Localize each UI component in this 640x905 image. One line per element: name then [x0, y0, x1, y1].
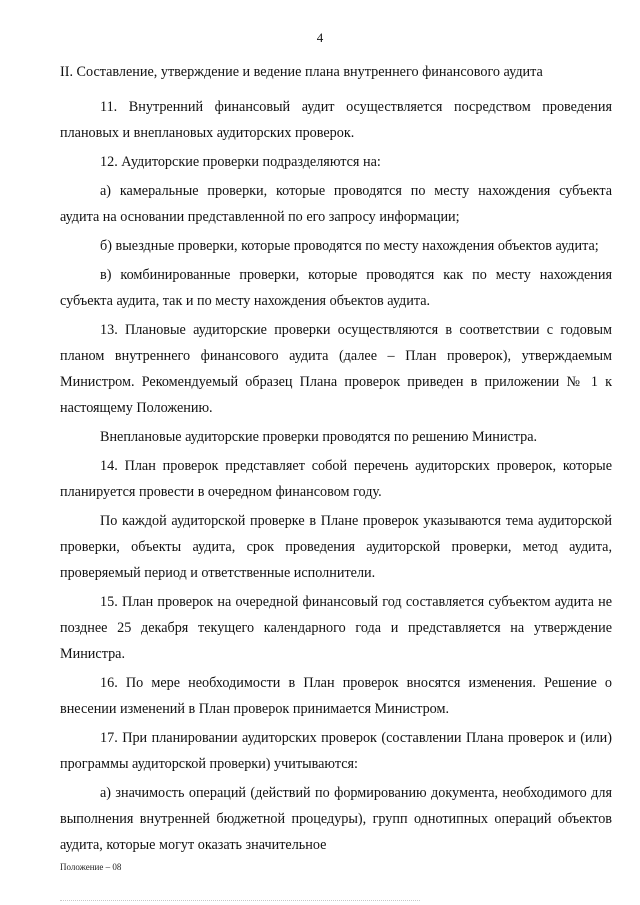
paragraph-15: 15. План проверок на очередной финансовый год составляется субъектом аудита не позднее 25 декабря текущего календарного года и представляется на утверждение Министра.	[60, 594, 612, 662]
paragraph-12: 12. Аудиторские проверки подразделяются на:	[100, 154, 381, 170]
footer-note: Положение – 08	[60, 862, 122, 872]
paragraph-13: 13. Плановые аудиторские проверки осуществляются в соответствии с годовым планом внутреннего финансового аудита (далее – План проверок), утверждаемым Министром. Рекомендуемый образец Плана проверок приведен в приложении № 1 к настоящему Положению.	[60, 322, 612, 416]
paragraph-13-unscheduled: Внеплановые аудиторские проверки проводятся по решению Министра.	[100, 429, 538, 445]
paragraph-12-b: б) выездные проверки, которые проводятся по месту нахождения объектов аудита;	[100, 238, 599, 254]
paragraph-14-details: По каждой аудиторской проверке в Плане проверок указываются тема аудиторской проверки, объекты аудита, срок проведения аудиторской проверки, метод аудита, проверяемый период и ответственные исполнители.	[60, 513, 612, 581]
scan-edge-divider	[60, 900, 420, 902]
document-body	[60, 94, 612, 858]
paragraph-12-a: а) камеральные проверки, которые проводятся по месту нахождения субъекта аудита на основании представленной по его запросу информации;	[60, 183, 612, 225]
paragraph-16: 16. По мере необходимости в План проверок вносятся изменения. Решение о внесении изменений в План проверок принимается Министром.	[60, 675, 612, 717]
paragraph-14: 14. План проверок представляет собой перечень аудиторских проверок, которые планируется провести в очередном финансовом году.	[60, 458, 612, 500]
paragraph-11: 11. Внутренний финансовый аудит осуществляется посредством проведения плановых и внеплановых аудиторских проверок.	[60, 99, 612, 141]
section-title: II. Составление, утверждение и ведение плана внутреннего финансового аудита	[60, 64, 543, 80]
page-number: 4	[316, 30, 324, 45]
paragraph-17: 17. При планировании аудиторских проверок (составлении Плана проверок и (или) программы аудиторской проверки) учитываются:	[60, 730, 612, 772]
paragraph-17-a: а) значимость операций (действий по формированию документа, необходимого для выполнения внутренней бюджетной процедуры), групп однотипных операций объектов аудита, которые могут оказать значительное	[60, 785, 612, 853]
paragraph-12-c: в) комбинированные проверки, которые проводятся как по месту нахождения субъекта аудита, так и по месту нахождения объектов аудита.	[60, 267, 612, 309]
